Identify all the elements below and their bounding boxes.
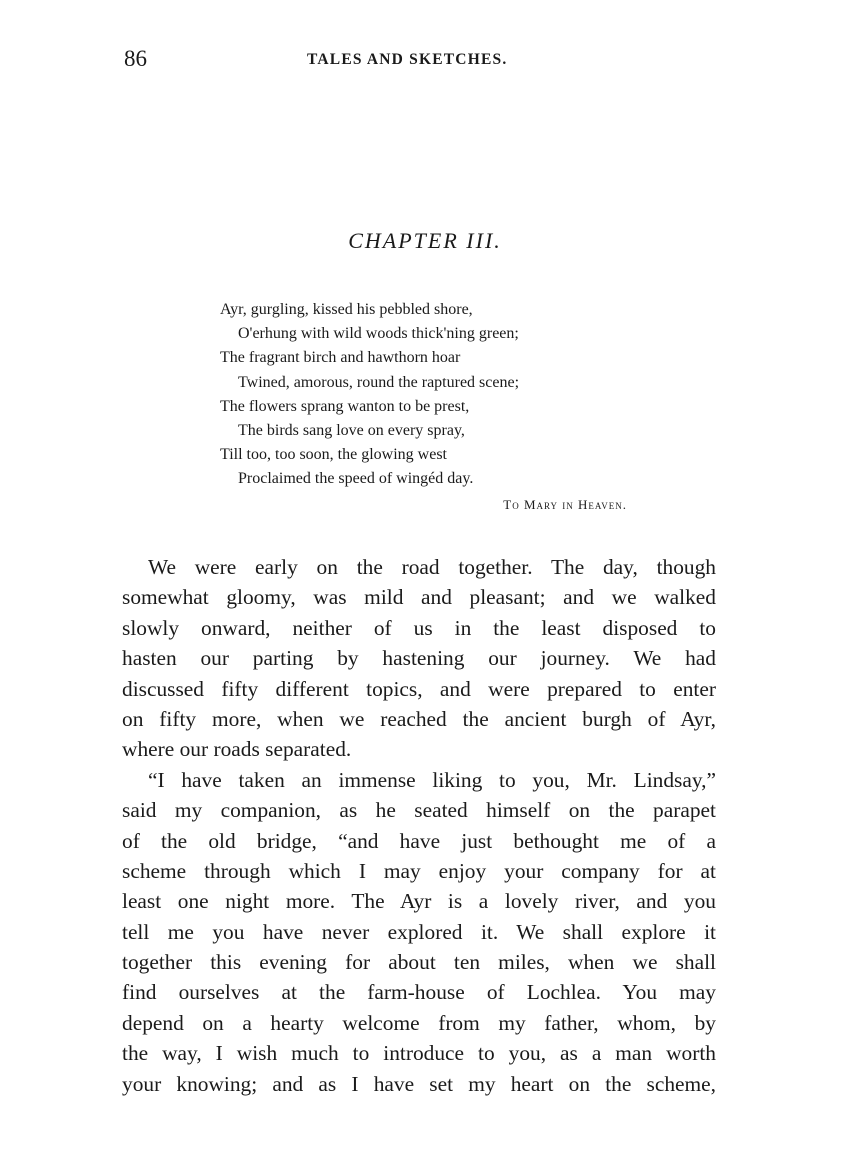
body-line: scheme through which I may enjoy your company for at <box>122 858 716 883</box>
epigraph-line: The fragrant birch and hawthorn hoar <box>220 349 461 367</box>
body-line: on fifty more, when we reached the ancient burgh of Ayr, <box>122 706 716 731</box>
epigraph-attribution: To Mary in Heaven. <box>503 496 627 512</box>
page-number: 86 <box>124 46 147 71</box>
body-line: where our roads separated. <box>122 737 352 762</box>
epigraph-line: Twined, amorous, round the raptured scene; <box>238 373 520 391</box>
epigraph-line: Till too, too soon, the glowing west <box>220 446 447 464</box>
body-line: depend on a hearty welcome from my father, whom, by <box>122 1010 716 1035</box>
body-line: together this evening for about ten miles, when we shall <box>122 950 716 975</box>
body-line: somewhat gloomy, was mild and pleasant; and we walked <box>122 585 716 610</box>
epigraph-line: The birds sang love on every spray, <box>238 422 465 440</box>
epigraph-line: Ayr, gurgling, kissed his pebbled shore, <box>220 301 473 318</box>
body-line: the way, I wish much to introduce to you, as a man worth <box>122 1041 716 1066</box>
body-line: hasten our parting by hastening our journey. We had <box>122 646 716 671</box>
body-line: least one night more. The Ayr is a lovely river, and you <box>122 889 716 914</box>
epigraph <box>220 298 640 517</box>
running-title: TALES AND SKETCHES. <box>307 51 508 68</box>
body-line: discussed fifty different topics, and were prepared to enter <box>122 676 716 701</box>
body-line: of the old bridge, “and have just bethought me of a <box>122 828 716 853</box>
body-line: said my companion, as he seated himself on the parapet <box>122 798 716 823</box>
running-head <box>124 46 724 74</box>
body-text <box>122 552 716 1099</box>
body-line: slowly onward, neither of us in the least disposed to <box>122 615 716 640</box>
body-line: We were early on the road together. The day, though <box>148 555 716 579</box>
body-line: find ourselves at the farm-house of Lochlea. You may <box>122 980 716 1005</box>
epigraph-line: Proclaimed the speed of wingéd day. <box>238 470 474 488</box>
epigraph-line: The flowers sprang wanton to be prest, <box>220 397 470 415</box>
body-line: your knowing; and as I have set my heart on the scheme, <box>122 1071 716 1096</box>
epigraph-line: O'erhung with wild woods thick'ning green; <box>238 325 519 343</box>
chapter-heading: CHAPTER III. <box>348 228 502 253</box>
body-line: tell me you have never explored it. We shall explore it <box>122 919 716 944</box>
body-line: “I have taken an immense liking to you, Mr. Lindsay,” <box>148 767 716 792</box>
